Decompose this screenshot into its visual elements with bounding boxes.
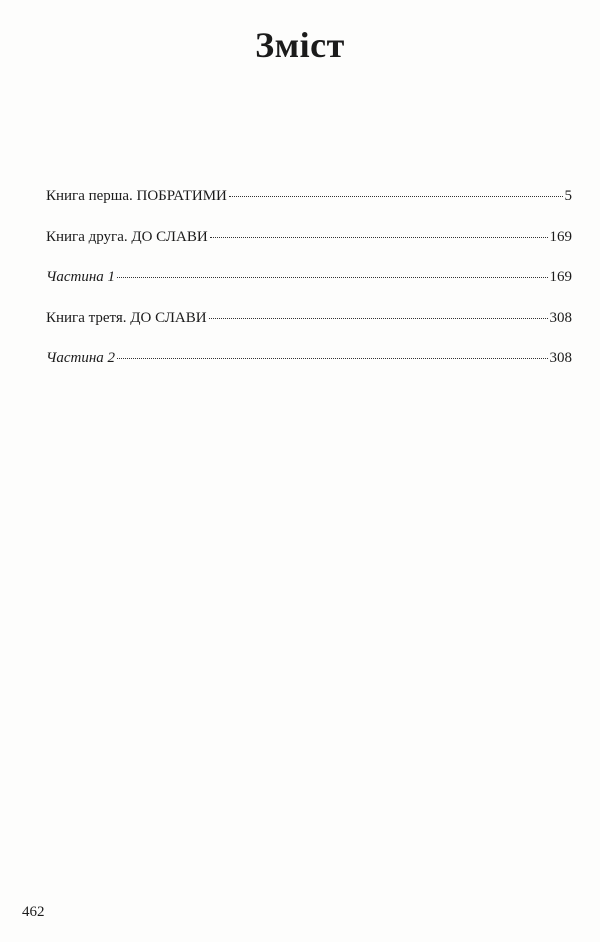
toc-entry-label: Книга третя. ДО СЛАВИ bbox=[46, 309, 207, 326]
toc-entry bbox=[46, 310, 572, 351]
dot-leader bbox=[209, 318, 548, 319]
dot-leader bbox=[229, 196, 563, 197]
page-title: Зміст bbox=[255, 25, 345, 65]
toc-entry bbox=[46, 188, 572, 229]
dot-leader bbox=[117, 277, 547, 278]
dot-leader bbox=[210, 237, 548, 238]
toc-entry-label: Частина 2 bbox=[46, 350, 116, 366]
dot-leader bbox=[117, 358, 547, 359]
toc-entry-page: 169 bbox=[549, 228, 572, 245]
table-of-contents bbox=[46, 188, 572, 391]
toc-entry-label: Книга друга. ДО СЛАВИ bbox=[46, 228, 208, 245]
toc-entry-label: Частина 1 bbox=[46, 269, 116, 285]
toc-entry-page: 308 bbox=[549, 309, 572, 326]
toc-entry bbox=[46, 269, 572, 310]
page-number: 462 bbox=[22, 904, 45, 920]
toc-entry-page: 169 bbox=[549, 269, 572, 285]
toc-entry-label: Книга перша. ПОБРАТИМИ bbox=[46, 188, 227, 204]
toc-entry bbox=[46, 350, 572, 391]
toc-entry bbox=[46, 229, 572, 270]
toc-entry-page: 308 bbox=[549, 350, 572, 366]
toc-entry-page: 5 bbox=[564, 188, 572, 204]
